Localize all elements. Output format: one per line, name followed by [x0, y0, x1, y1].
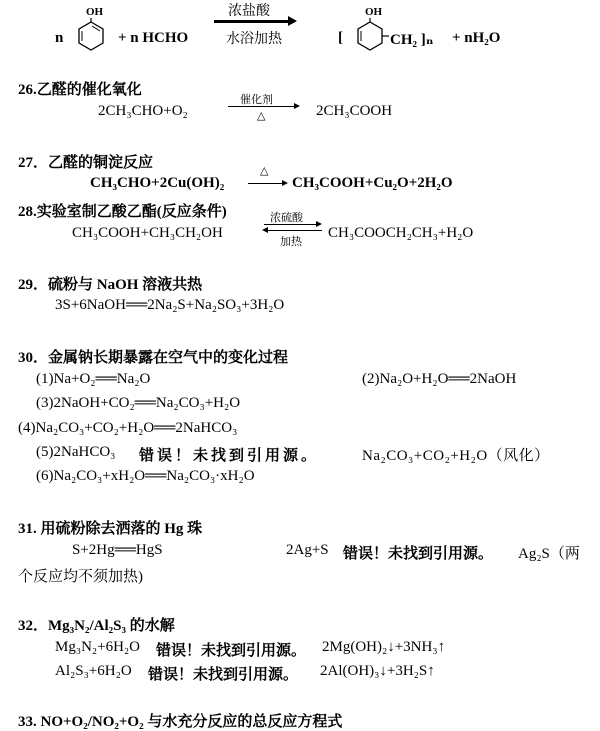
s26-arrow [228, 106, 296, 107]
s28-reverse-arrow [268, 230, 322, 231]
benzene-ring-right [355, 18, 389, 52]
oh-label-left: OH [86, 6, 104, 18]
s27-arrow [248, 183, 284, 184]
s26-products: 2CH₃COOH [316, 103, 393, 119]
s31-eq1: S+2Hg══HgS [72, 542, 163, 558]
s32-eq2-error: 错误！未找到引用源。 [148, 667, 299, 683]
oh-label-right: OH [365, 6, 383, 18]
bracket-left: [ [338, 30, 343, 46]
s26-arrow-head [294, 103, 300, 109]
water-product: + nH₂O [452, 30, 501, 46]
arrow-condition-bottom: 水浴加热 [226, 32, 282, 47]
s27-products: CH₃COOH+Cu₂O+2H₂O [292, 175, 453, 191]
section-28-title: 28.实验室制乙酸乙酯(反应条件) [18, 204, 227, 220]
section-32-title: 32．Mg₃N₂/Al₂S₃ 的水解 [18, 618, 175, 634]
s32-eq1-error: 错误！未找到引用源。 [156, 643, 307, 659]
s31-eq2-error: 错误！未找到引用源。 [343, 546, 494, 562]
s30-eq6: (6)Na₂CO₃+xH₂O══Na₂CO₃·xH₂O [36, 468, 255, 484]
s31-eq2-reactant: 2Ag+S [286, 542, 329, 558]
s26-catalyst: 催化剂 [240, 94, 273, 106]
s30-eq3: (3)2NaOH+CO₂══Na₂CO₃+H₂O [36, 395, 241, 411]
section-31-title: 31. 用硫粉除去洒落的 Hg 珠 [18, 521, 203, 537]
s32-eq1-products: 2Mg(OH)₂↓+3NH₃↑ [322, 639, 446, 655]
s28-catalyst: 浓硫酸 [270, 212, 303, 224]
s30-eq1: (1)Na+O₂══Na₂O [36, 371, 151, 387]
section-29-title: 29．硫粉与 NaOH 溶液共热 [18, 277, 203, 293]
arrow-condition-top: 浓盐酸 [228, 4, 270, 19]
s26-reactants: 2CH₃CHO+O₂ [98, 103, 188, 119]
s27-heat: △ [260, 165, 269, 177]
reaction-arrow [214, 20, 290, 23]
s30-eq5-error: 错误！未找到引用源。 [139, 448, 320, 464]
s28-forward-head [316, 221, 322, 227]
s28-products: CH₃COOCH₂CH₃+H₂O [328, 225, 474, 241]
reaction-arrow-head [288, 16, 297, 26]
s31-eq2-product: Ag₂S（两 [518, 546, 580, 562]
s26-heat: △ [257, 110, 266, 122]
s30-eq5-products: Na₂CO₃+CO₂+H₂O（风化） [362, 448, 550, 464]
s30-eq2: (2)Na₂O+H₂O══2NaOH [362, 371, 517, 387]
s31-note: 个反应均不须加热) [18, 569, 143, 585]
s27-reactants: CH₃CHO+2Cu(OH)₂ [90, 175, 225, 191]
s32-eq2-products: 2Al(OH)₃↓+3H₂S↑ [320, 663, 435, 679]
section-26-title: 26.乙醛的催化氧化 [18, 82, 142, 98]
hcho-reactant: + n HCHO [118, 30, 189, 46]
s28-forward-arrow [264, 224, 318, 225]
benzene-ring-left [76, 18, 106, 52]
section-30-title: 30．金属钠长期暴露在空气中的变化过程 [18, 350, 289, 366]
s32-eq1-reactant: Mg₃N₂+6H₂O [55, 639, 140, 655]
s27-arrow-head [282, 180, 288, 186]
s30-eq4: (4)Na₂CO₃+CO₂+H₂O══2NaHCO₃ [18, 420, 238, 436]
s28-heat: 加热 [280, 236, 302, 248]
ch2-repeat-unit: CH₂ ]ₙ [390, 32, 434, 48]
s30-eq5-reactant: (5)2NaHCO₃ [36, 444, 116, 460]
section-27-title: 27．乙醛的铜淀反应 [18, 155, 154, 171]
s28-reverse-head [262, 227, 268, 233]
n-coefficient: n [55, 30, 64, 46]
s28-reactants: CH₃COOH+CH₃CH₂OH [72, 225, 223, 241]
section-33-title: 33. NO+O₂/NO₂+O₂ 与水充分反应的总反应方程式 [18, 714, 343, 730]
s32-eq2-reactant: Al₂S₃+6H₂O [55, 663, 132, 679]
s29-equation: 3S+6NaOH══2Na₂S+Na₂SO₃+3H₂O [55, 297, 285, 313]
